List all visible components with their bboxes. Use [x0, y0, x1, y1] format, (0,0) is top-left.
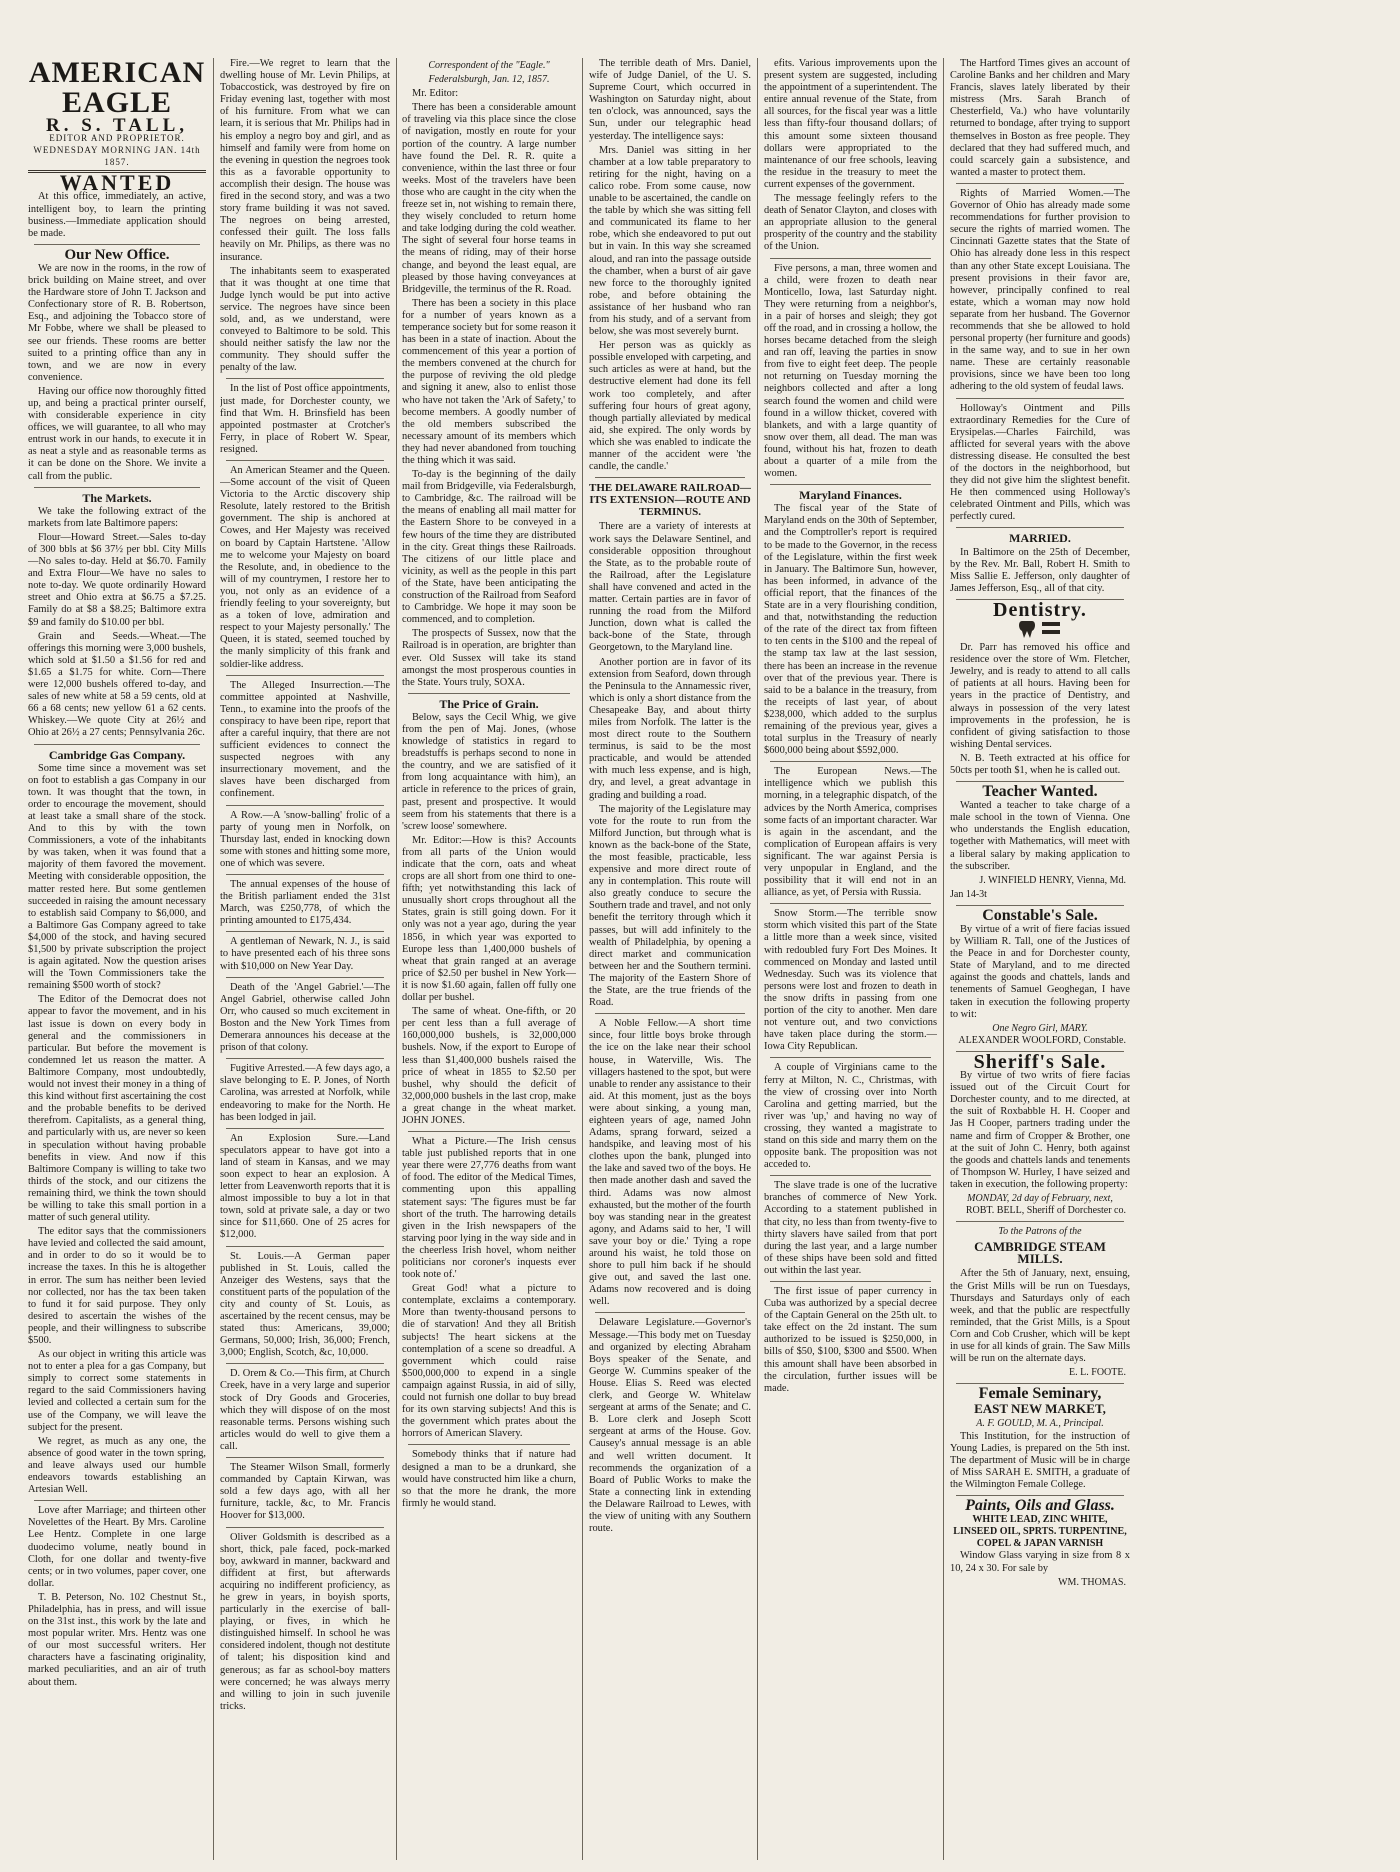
column-4: [589, 58, 751, 1858]
article-paragraph: Death of the 'Angel Gabriel.'—The Angel Gabriel, otherwise called John Orr, who caused so much excitement in Boston and the New York Times from Demerara announces his decease at the prison of that colony.: [220, 981, 390, 1054]
article-paragraph: This Institution, for the instruction of Young Ladies, is prepared on the 5th inst. The department of Music will be in charge of Miss SARAH E. SMITH, a graduate of the Wilmington Female College.: [950, 1430, 1130, 1490]
seminary-principal: A. F. GOULD, M. A., Principal.: [976, 1418, 1104, 1430]
article-paragraph: Great God! what a picture to contemplate, exclaims a contemporary. More than twenty-thousand persons to die of starvation! And they all British subjects! The heart sickens at the contemplation of a scene so dreadful. A government which could raise $500,000,000 to expend in a single campaign against Russia, in aid of silly, could not furnish one dollar to buy bread for its own starving subjects! And this is the government which prates about the horrors of American Slavery.: [402, 1283, 576, 1440]
article-paragraph: We regret, as much as any one, the absence of good water in the town spring, and leave always used our humble endeavors towards establishing an Artesian Well.: [28, 1435, 206, 1496]
divider: [226, 1363, 384, 1364]
married-heading: MARRIED.: [1009, 531, 1071, 546]
article-paragraph: The Alleged Insurrection.—The committee appointed at Nashville, Tenn., to examine into the proofs of the conspiracy to have been ripe, report that after a careful inquiry, that there are not sufficient evidences to connect the suspected negroes with any insurrectionary movement, and the slaves have been discharged from confinement.: [220, 679, 390, 800]
column-rule: [582, 58, 583, 1860]
wanted-notice: At this office, immediately, an active, intelligent boy, to learn the printing business.—Immediate application should be made.: [28, 191, 206, 239]
divider: [226, 1128, 384, 1129]
article-paragraph: The fiscal year of the State of Maryland ends on the 30th of September, and the Comptroller's report is required to be made to the Governor, in the recess of the Legislature, within the first week in January. The Baltimore Sun, however, has been informed, in advance of the official report, that the finances of the State are in a very flourishing condition, and that, notwithstanding the reduction of the rate of the direct tax from fifteen to ten cents in the $100 and the repeal of the stamp tax law at the last session, there has been an increase in the revenue over that of the previous year. There is said to be a balance in the treasury, from the receipts of last year, of about $238,000, which added to the surplus remaining of the previous year, gives a total surplus in the Treasury of nearly $600,000 being about $592,000.: [764, 503, 937, 757]
article-paragraph: Some time since a movement was set on foot to establish a gas Company in our town. It was thought that the town, in order to encourage the movement, should at least take a small share of the stock. And to this by with the town Commissioners, a vote of the inhabitants by was taken, when it was found that a majority of them favored the movement. Meeting with considerable opposition, the matter rested here. But some gentlemen succeeded in raising the amount necessary to establish said Company to $6,000, and a Baltimore Gas Company agreed to take $4,000 of the stock, and having secured $1,500 by private subscription the project is again agitated. Now the question arises will the Town Commissioners take the remaining $500 worth of stock?: [28, 762, 206, 992]
teacher-heading: Teacher Wanted.: [982, 783, 1098, 801]
divider: [408, 693, 570, 694]
column-1: [28, 58, 206, 1858]
article-paragraph: After the 5th of January, next, ensuing, the Grist Mills will be run on Tuesdays, Thursdays and Saturdays only of each week, and that the public are respectfully reminded, that the Grist Mills, is a Spout Corn and Cob Crusher, which will be kept in use for all kinds of grain. The Saw Mills will be run on the alternate days.: [950, 1268, 1130, 1365]
article-paragraph: There has been a considerable amount of traveling via this place since the close of navigation, mostly en route for your portion of the country. A large number have found the Del. R. R. quite a convenience, within the last three or four weeks. Most of the travelers have been those who are caught in the city when the freeze set in, not wishing to remain there, they wisely concluded to return home and take lodging during the cold weather. The sight of several four horse teams in the means of riding, may of their horse change, and beyond the least equal, are pleased by those having conveyances at Bridgeville, the terminus of the R. Road.: [402, 102, 576, 295]
article-paragraph: As our object in writing this article was not to enter a plea for a gas Company, but simply to correct some statements in regard to the said Commissioners having levied and collected a certain sum for the use of the Company, we will leave the subject for the present.: [28, 1349, 206, 1433]
article-paragraph: Another portion are in favor of its extension from Seaford, down through the Peninsula to the Annamessic river, which is only a short distance from the Chesapeake Bay, and about thirty miles from Norfolk. The latter is the most direct route to the Southern terminus, is said to be the most practicable, and would be attended with much less expense, and is high, dry, and level, a great advantage in grading and building a road.: [589, 656, 751, 801]
dental-tools-icon: [1016, 618, 1064, 640]
article-paragraph: The European News.—The intelligence which we publish this morning, in a telegraphic dispatch, of the advices by the North America, comprises some facts of an important character. War is again in the ascendant, and the complication of European affairs is very significant. The war against Persia is very unpopular in England, and the possibility that it will end not in an alliance, as yet, of Persia with Russia.: [764, 766, 937, 899]
article-paragraph: Window Glass varying in size from 8 x 10, 24 x 30. For sale by: [950, 1550, 1130, 1574]
paints-heading: Paints, Oils and Glass.: [965, 1497, 1115, 1515]
article-paragraph: Grain and Seeds.—Wheat.—The offerings this morning were 3,000 bushels, which sold at $1.50 a $1.56 for red and $1.65 a $1.75 for white. Corn—There were 12,000 bushels offered to-day, and sales of new white at 58 a 59 cents, old at 66 a 68 cents; new yellow 61 a 62 cents. Whiskey.—We quote City at 26½ and Ohio at 26½ a 27 cents; Pennsylvania 26c.: [28, 630, 206, 739]
column-2: [220, 58, 390, 1858]
article-paragraph: Rights of Married Women.—The Governor of Ohio has already made some recommendations for further provision to secure the rights of married women. The Cincinnati Gazette states that the State of Ohio has already done less in this respect than any other State except Louisiana. The present provisions in their favor are, however, principally confined to real estate, which a woman may now hold separate from her husband. The Governor recommends that she be allowed to hold personal property (her furniture and goods) in the same way, and to sue in her own name. These are certainly reasonable provisions, since we have been too long adhering to the old system of feudal laws.: [950, 187, 1130, 393]
column-rule: [943, 58, 944, 1860]
divider: [595, 1312, 745, 1313]
masthead-proprietor: R. S. TALL,: [45, 115, 189, 136]
article-paragraph: The slave trade is one of the lucrative branches of commerce of New York. According to a statement published in that city, no less than from twenty-five to thirty slavers have sailed from that port during the last year, and a large number of these ships have been sold and fitted out within the last year.: [764, 1180, 937, 1276]
divider: [226, 460, 384, 461]
markets-heading: The Markets.: [82, 490, 152, 505]
column-rule: [757, 58, 758, 1860]
article-paragraph: To-day is the beginning of the daily mail from Bridgeville, via Federalsburgh, to Cambridge, &c. The railroad will be the means of enabling all mail matter for the Eastern Shore to be conveyed in a few hours of the time they are distributed in the city. Great things these Railroads. The citizens of our little place and vicinity, as well as the people in this part of the State, have been anticipating the construction of the Railroad from Seaford to Cambridge. We hope it may soon be commenced, and to completion.: [402, 469, 576, 626]
teacher-date: Jan 14-3t: [950, 888, 987, 900]
article-paragraph: A gentleman of Newark, N. J., is said to have presented each of his three sons with $10,000 on New Year Day.: [220, 936, 390, 972]
gas-heading: Cambridge Gas Company.: [48, 747, 186, 762]
correspondent-dateline: Federalsburgh, Jan. 12, 1857.: [428, 74, 550, 86]
article-paragraph: By virtue of two writs of fiere facias issued out of the Circuit Court for Dorchester county, and to me directed, at the suit of Roxbabble H. H. Cooper and Jas H Cooper, partners trading under the name and firm of Cropper & Brother, one at the suit of John C. Henry, both against the goods and chattels lands and tenements of Thompson W. Hurley, I have seized and taken in execution, the following property:: [950, 1070, 1130, 1190]
article-paragraph: Holloway's Ointment and Pills extraordinary Remedies for the Cure of Erysipelas.—Charles Fairchild, was afflicted for several years with the above distressing disease. He consulted the best of the doctors in the neighborhood, but they did not give him the slightest benefit. He then commenced using Holloway's celebrated Ointment and Pills, which was perfectly cured.: [950, 402, 1130, 523]
article-paragraph: Below, says the Cecil Whig, we give from the pen of Maj. Jones, (whose knowledge of statistics in regard to breadstuffs is perhaps second to none in the country, and we are satisfied of it from long acquaintance with him), an article in reference to the prices of grain, past, present and prospective. It would seem from his statements that there is a 'screw loose' somewhere.: [402, 711, 576, 832]
mills-heading: CAMBRIDGE STEAM MILLS.: [974, 1239, 1106, 1267]
article-paragraph: The message feelingly refers to the death of Senator Clayton, and closes with an appropriate allusion to the general prosperity of the country and the stability of the Union.: [764, 193, 937, 253]
correspondent-heading: Correspondent of the "Eagle.": [428, 60, 550, 71]
constable-signature: ALEXANDER WOOLFORD, Constable.: [958, 1034, 1126, 1046]
grain-heading: The Price of Grain.: [439, 696, 539, 711]
divider: [226, 874, 384, 875]
divider: [34, 1500, 200, 1501]
divider: [408, 1444, 570, 1445]
article-paragraph: The terrible death of Mrs. Daniel, wife of Judge Daniel, of the U. S. Supreme Court, which occurred in Washington on Saturday night, about ten o'clock, was announced, says the Sun, under our telegraphic head yesterday. The intelligence says:: [589, 58, 751, 142]
divider: [956, 183, 1124, 184]
divider: [956, 1495, 1124, 1496]
article-paragraph: The majority of the Legislature may vote for the route to run from the Milford Junction, but through what is known as the back-bone of the State, the most feasible, practicable, less expensive and more direct route of any in contemplation. This route will also greatly conduce to secure the Southern trade and travel, and not only benefit the territory through which it passes, but will add infinitely to the wealth of Philadelphia, by opening a direct market and communication between her and the Southern termini. The majority of the Eastern Shore of the State, are the true friends of the Road.: [589, 803, 751, 1009]
divider: [770, 903, 931, 904]
article-paragraph: An Explosion Sure.—Land speculators appear to have got into a land of steam in Kansas, and we may soon expect to hear an explosion. A letter from Leavenworth reports that it is almost impossible to buy a lot in that town, sold at private sale, a day or two since for $11,660. One of 25 acres for $12,000.: [220, 1132, 390, 1241]
teacher-signature: J. WINFIELD HENRY, Vienna, Md.: [979, 874, 1126, 886]
article-paragraph: Wanted a teacher to take charge of a male school in the town of Vienna. One who understands the English education, together with Mathematics, will meet with a liberal salary by making application to the subscriber.: [950, 800, 1130, 872]
article-paragraph: Love after Marriage; and thirteen other Novelettes of the Heart. By Mrs. Caroline Lee Hentz. Complete in one large duodecimo volume, neatly bound in Cloth, for one dollar and twenty-five cents; or in two volumes, paper cover, one dollar.: [28, 1505, 206, 1589]
divider: [595, 477, 745, 478]
article-paragraph: We are now in the rooms, in the row of brick building on Maine street, and over the Hardware store of John T. Jackson and Confectionary store of R. B. Robertson, Esq., and adjoining the Tobacco store of Mr Fobbe, where we shall be pleased to see our friends. These rooms are better suited to a printing office than any in town, and we are now in every convenience.: [28, 262, 206, 383]
sheriff-date: MONDAY, 2d day of February, next,: [967, 1192, 1113, 1204]
article-paragraph: Somebody thinks that if nature had designed a man to be a drunkard, she would have constructed him like a churn, so that the more he drank, the more firmly he would stand.: [402, 1449, 576, 1509]
divider: [34, 744, 200, 745]
divider: [770, 258, 931, 259]
finances-heading: Maryland Finances.: [799, 488, 902, 503]
constable-heading: Constable's Sale.: [982, 906, 1098, 924]
divider: [226, 378, 384, 379]
article-paragraph: The Hartford Times gives an account of Caroline Banks and her children and Mary Francis, slaves lately liberated by their mistress (Mrs. Sarah Branch of Chesterfield, Va.) who have voluntarily returned to bondage, after trying to support themselves in Boston as free people. They declared that they had suffered much, and could scarcely gain a subsistence, and wanted a master to protect them.: [950, 58, 1130, 178]
masthead-dateline: WEDNESDAY MORNING JAN. 14th 1857.: [33, 145, 201, 168]
divider: [770, 1281, 931, 1282]
column-5: [764, 58, 937, 1858]
divider: [956, 1383, 1124, 1384]
correspondent-salutation: Mr. Editor:: [412, 88, 459, 100]
article-paragraph: A couple of Virginians came to the ferry at Milton, N. C., Christmas, with the view of crossing over into North Carolina and getting married, but the river was 'up,' and having no way of crossing, they wanted a magistrate to stand on this side and marry them on the opposite bank. The proposition was not acceded to.: [764, 1062, 937, 1171]
article-paragraph: The annual expenses of the house of the British parliament ended the 31st March, was £250,778, of which the printing amounted to £175,434.: [220, 879, 390, 927]
article-paragraph: Dr. Parr has removed his office and residence over the store of Wm. Fletcher, Jewelry, and is ready to attend to all calls of patients at all hours. Having been for years in the practice of Dentistry, and always in possession of the very latest improvements in the profession, he is confident of giving satisfaction to those wishing Dental services.: [950, 642, 1130, 750]
article-paragraph: The Steamer Wilson Small, formerly commanded by Captain Kirwan, was sold a few days ago, with all her furniture, tackle, &c, to Mr. Francis Hoover for $13,000.: [220, 1462, 390, 1522]
article-paragraph: A Row.—A 'snow-balling' frolic of a party of young men in Norfolk, on Thursday last, ended in knocking down some with stones and hitting some more, one of which was severe.: [220, 809, 390, 869]
article-paragraph: Fire.—We regret to learn that the dwelling house of Mr. Levin Philips, at Tobaccostick, was destroyed by fire on Friday evening last, together with most of his furniture. From what we can learn, it is serious that Mr. Philips had in his employ a negro boy and girl, and as himself and family were from home on the evening in question the negroes took this as a favorable opportunity to accomplish their design. The house was fired in the second story, and was a two story frame building it was not saved. The negroes on being arrested, confessed their guilt. The loss falls heavily on Mr. Philips, as there was no insurance.: [220, 58, 390, 263]
divider: [226, 931, 384, 932]
article-paragraph: There has been a society in this place for a number of years known as a temperance society but for some reason it has been in a state of inaction. About the commencement of this year a portion of the members convened at the church for the purpose of reviving the old pledge and signing it anew, also to enlist those who have not taken the 'Ark of Safety,' to become members. A goodly number of the old members subscribed the necessary amount of its members which they had never abandoned from touching the thing which it was said.: [402, 297, 576, 466]
article-paragraph: D. Orem & Co.—This firm, at Church Creek, have in a very large and superior stock of Dry Goods and Groceries, which they will dispose of on the most reasonable terms. Persons wishing such articles would do well to give them a call.: [220, 1368, 390, 1452]
divider: [770, 484, 931, 485]
article-paragraph: Flour—Howard Street.—Sales to-day of 300 bbls at $6 37½ per bbl. City Mills—No sales to-day. Held at $6.70. Family and Extra Flour—We have no sales to note to-day. We quote ordinarily Howard street and Ohio extra at $6.75 a $7.25. Family do at $8 a $8.25; Baltimore extra $9 and family do $10.00 per bbl.: [28, 531, 206, 628]
sheriff-signature: ROBT. BELL, Sheriff of Dorchester co.: [965, 1205, 1126, 1217]
article-paragraph: An American Steamer and the Queen.—Some account of the visit of Queen Victoria to the Arctic discovery ship Resolute, lately restored to the British government. The ship is anchored at Cowes, and Her Majesty was received on board by Captain Hartstene. 'Allow me to welcome your Majesty on board the Resolute, and, in obedience to the will of my countrymen, I restore her to you, not only as an evidence of a friendly feeling to your sovereignty, but as a token of love, admiration and respect to your Majesty personally.' The Queen, it is stated, seemed touched by the manly simplicity of this frank and soldier-like address.: [220, 465, 390, 670]
wanted-heading: WANTED: [59, 170, 175, 196]
divider: [226, 977, 384, 978]
article-paragraph: By virtue of a writ of fiere facias issued by William R. Tall, one of the Justices of the Peace in and for Dorchester county, State of Maryland, and to me directed against the goods and chattels, lands and tenements of Samuel Geoghegan, I have taken in execution the following property to wit:: [950, 924, 1130, 1020]
mills-signature: E. L. FOOTE.: [1069, 1367, 1126, 1379]
article-paragraph: What a Picture.—The Irish census table just published reports that in one year there were 27,776 deaths from want of food. The editor of the Medical Times, commenting upon this appalling statement says: 'The figures must be far short of the truth. The harrowing details given in the Irish newspapers of the starving poor lying in the way side and in the cheerless Irish hovel, whom neither politicians nor coroner's inquests ever took note of.': [402, 1136, 576, 1281]
article-paragraph: The editor says that the commissioners have levied and collected the said amount, and in order to do so it would be to increase the taxes. In this he is altogether in error. The sum has neither been levied nor collected, nor has the tax been taken to fund it for said purpose. They only desired to ascertain the wishes of the people, and their willingness to subscribe $500.: [28, 1226, 206, 1346]
constable-item: One Negro Girl, MARY.: [992, 1022, 1088, 1034]
article-paragraph: The same of wheat. One-fifth, or 20 per cent less than a full average of 160,000,000 bushels, is 32,000,000 bushels. Now, if the export to Europe of less than $1,400,000 bushels raised the price of wheat in 1855 to $2.50 per bushel, why should the deficit of 32,000,000 bushels in the last crop, make a great change in the wheat market. JOHN JONES.: [402, 1006, 576, 1126]
article-paragraph: efits. Various improvements upon the present system are suggested, including the appointment of a superintendent. The entire annual revenue of the State, from all sources, for the fiscal year was a little less than fifty-four thousand dollars; of this amount some sixteen thousand dollars were appropriated to the maintenance of our free schools, leaving the residue in the treasury to meet the current expenses of the government.: [764, 58, 937, 190]
divider: [770, 1057, 931, 1058]
article-paragraph: Having our office now thoroughly fitted up, and being a practical printer ourself, with considerable experience in city offices, we will guarantee, to all who may entrust work in our hands, to execute it in as neat a style and as reasonable terms as it can be done on the Shore. We invite a call from the public.: [28, 385, 206, 482]
article-paragraph: St. Louis.—A German paper published in St. Louis, called the Anzeiger des Westens, says that the constituent parts of the population of the city and county of St. Louis, as ascertained by the recent census, may be stated thus: Americans, 39,000; Germans, 50,000; Irish, 36,000; French, 3,000; English, Scotch, &c, 10,000.: [220, 1250, 390, 1359]
column-6: [950, 58, 1130, 1858]
divider: [956, 1221, 1124, 1222]
sheriff-heading: Sheriff's Sale.: [973, 1050, 1107, 1073]
divider: [226, 805, 384, 806]
article-paragraph: T. B. Peterson, No. 102 Chestnut St., Philadelphia, has in press, and will issue on the 31st inst., this work by the late and most popular writer. Mrs. Hentz was one of our most successful writers. Her characters have a fascinating originality, marked peculiarities, and an air of truth about them.: [28, 1591, 206, 1688]
divider: [408, 1131, 570, 1132]
article-paragraph: The inhabitants seem to exasperated that it was thought at one time that Judge lynch would be put into active service. The negroes have since been sold, and, as we understand, were conveyed to Baltimore to be sold. This should neither satisfy the law nor the community. They should suffer the penalty of the law.: [220, 265, 390, 374]
paints-signature: WM. THOMAS.: [1058, 1576, 1126, 1588]
railroad-heading: THE DELAWARE RAILROAD—ITS EXTENSION—ROUTE AND TERMINUS.: [589, 482, 751, 519]
dentistry-heading: Dentistry.: [993, 598, 1087, 621]
seminary-heading: Female Seminary,: [978, 1385, 1102, 1403]
article-paragraph: In Baltimore on the 25th of December, by the Rev. Mr. Ball, Robert H. Smith to Miss Sallie E. Jefferson, only daughter of James Jefferson, Esq., all of that city.: [950, 546, 1130, 594]
divider: [770, 1175, 931, 1176]
article-paragraph: Oliver Goldsmith is described as a short, thick, pale faced, pock-marked boy, awkward in manner, backward and diffident at first, but afterwards acquiring no indifferent proficiency, as he grew in years, in boyish sports, particularly in the exercise of ball-playing, or fives, in which he distinguished himself. In school he was considered indolent, though not destitute of talent; his disposition kind and generous; as far as school-boy matters were concerned; he was always merry and willing to join in such juvenile tricks.: [220, 1531, 390, 1712]
divider: [34, 244, 200, 245]
divider: [595, 1013, 745, 1014]
divider: [956, 781, 1124, 782]
article-paragraph: We take the following extract of the markets from late Baltimore papers:: [28, 505, 206, 529]
column-rule: [213, 58, 214, 1860]
divider: [226, 1058, 384, 1059]
divider: [226, 1246, 384, 1247]
column-rule: [396, 58, 397, 1860]
article-paragraph: The Editor of the Democrat does not appear to favor the movement, and in his last issue is down on every body in general and the commissioners in particular. But before the movement is condemned let us reason the matter. A Baltimore Company, most undoubtedly, would not invest their money in a thing of this kind without first ascertaining the cost and the probable benefits to be derived therefrom. Capitalists, as a general thing, and particularly with us, are never so keen in speculation without having probable benefits in view. And now if this Baltimore Company is willing to take two thirds of the stock, and our citizens the remaining third, we think the town should be willing to take this small portion in a matter of such general utility.: [28, 994, 206, 1224]
article-paragraph: Fugitive Arrested.—A few days ago, a slave belonging to E. P. Jones, of North Carolina, was arrested at Norfolk, while endeavoring to make for the North. He has been lodged in jail.: [220, 1063, 390, 1123]
seminary-subheading: EAST NEW MARKET,: [974, 1401, 1106, 1417]
article-paragraph: Her person was as quickly as possible enveloped with carpeting, and such articles as were at hand, but the destructive element had done its fell work too completely, and after suffering four hours of great agony, though partially alleviated by medical aid, she expired. The only words by which she was enabled to indicate the manner of the accident were 'the candle, the candle.': [589, 340, 751, 473]
masthead-title: AMERICAN EAGLE: [28, 58, 206, 119]
article-paragraph: In the list of Post office appointments, just made, for Dorchester county, we find that Wm. H. Brinsfield has been appointed postmaster at Crotcher's Ferry, in place of Robert W. Spear, resigned.: [220, 383, 390, 455]
masthead-role: EDITOR AND PROPRIETOR.: [49, 133, 185, 144]
divider: [770, 761, 931, 762]
divider: [226, 675, 384, 676]
article-paragraph: Five persons, a man, three women and a child, were frozen to death near Monticello, Iowa, last Saturday night. They were returning from a neighbor's, in a pair of horses and sleigh; they got off the road, and in crossing a hollow, the horses became detached from the sleigh and ran off, leaving the parties in snow from five to eight feet deep. The people not returning on Tuesday morning the neighbors collected and after a long search found the women and child were found in a willow thicket, covered with blankets, and with a large quantity of snow over them, all dead. The man was found, without his hat, frozen to death about a quarter of a mile from the women.: [764, 262, 937, 480]
article-paragraph: Mr. Editor:—How is this? Accounts from all parts of the Union would indicate that the corn, oats and wheat crops are all short from one third to one-fifth; yet notwithstanding this lack of unusually short crops throughout all the States, grain is still going down. For it only was not a year ago, during the year 1856, in which year was exported to Europe less than 1,400,000 bushels of wheat that grain ranged at an average price of $2.50 per bushel in New York—it is now $1.60 again, fallen off fully one dollar per bushel.: [402, 834, 576, 1004]
article-paragraph: Mrs. Daniel was sitting in her chamber at a low table preparatory to retiring for the night, having on a calico robe. From some cause, now unable to be ascertained, the candle on the table by which she was sitting fell and communicated its flame to her robe, which she endeavored to put out but in vain. In this way she screamed aloud, and ran into the passage outside the chamber, when a burst of air gave new force to the thoroughly ignited robe, and before obtaining the assistance of her husband who ran from his study, and of a servant from below, she was most severely burnt.: [589, 144, 751, 338]
office-heading: Our New Office.: [64, 246, 170, 263]
divider: [226, 1457, 384, 1458]
divider: [956, 527, 1124, 528]
article-paragraph: The prospects of Sussex, now that the Railroad is in operation, are brighter than ever. Old Sussex will take its stand amongst the most prosperous counties in the State. Yours truly, SOXA.: [402, 628, 576, 688]
paints-items: WHITE LEAD, ZINC WHITE, LINSEED OIL, SPRTS. TURPENTINE, COPEL & JAPAN VARNISH: [953, 1514, 1127, 1550]
article-paragraph: Snow Storm.—The terrible snow storm which visited this part of the State a little more than a week since, visited with redoubled fury Fort Des Moines. It commenced on Monday and lasted until Wednesday. Such was its violence that persons were lost and frozen to death in the snow drifts in passing from one portion of the city to another. Men dare not venture out, and two convictions have taken place during the storm.—Iowa City Republican.: [764, 908, 937, 1053]
mills-patrons: To the Patrons of the: [998, 1226, 1082, 1238]
article-paragraph: Delaware Legislature.—Governor's Message.—This body met on Tuesday and organized by electing Abraham Boys speaker of the Senate, and George W. Cummins speaker of the House. Elias S. Reed was elected clerk, and George W. Whitelaw sergeant at arms of the Senate; and C. B. Lore clerk and Joseph Scott sergeant at arms of the House. Gov. Causey's annual message is an able and well written document. It recommends the organization of a Board of Public Works to make the State a connecting link in extending the Delaware Railroad to Lewes, with the view of uniting with any Southern route.: [589, 1317, 751, 1535]
divider: [956, 905, 1124, 906]
article-paragraph: There are a variety of interests at work says the Delaware Sentinel, and considerable opposition throughout the State, as to the probable route of the Railroad, after the Legislature shall have convened and acted in the matter. Certain parties are in favor of running the road from the Milford Junction, down what is called the back-bone of the State, through Georgetown, to the Maryland line.: [589, 521, 751, 654]
article-paragraph: The first issue of paper currency in Cuba was authorized by a special decree of the Captain General on the 25th ult. to take effect on the 2d instant. The sum authorized to be issued is $250,000, in bills of $50, $100, $300 and $500. When this amount shall have been absorbed in the circulation, further issues will be made.: [764, 1286, 937, 1394]
divider: [956, 398, 1124, 399]
column-3: [402, 58, 576, 1858]
article-paragraph: N. B. Teeth extracted at his office for 50cts per tooth $1, when he is called out.: [950, 752, 1130, 776]
divider: [34, 487, 200, 488]
article-paragraph: A Noble Fellow.—A short time since, four little boys broke through the ice on the lake near their school house, in Waterville, Wis. The villagers hastened to the spot, but were unable to render any assistance to their aid. At this moment, just as the boys were about sinking, a young man, eighteen years of age, named John Adams, sprang forward, seized a handspike, and leaving most of his clothes upon the bank, plunged into the lake and saved two of the boys. He then made another dash and saved the third. Adams was now almost exhausted, but the mother of the fourth boy was standing near in the greatest agony, and Adams said to her, 'I will save your boy or die.' Tying a rope around his waist, he told those on shore to pull him back if he should give out, and saved the last one. Adams now recovered and is doing well.: [589, 1018, 751, 1308]
divider: [226, 1527, 384, 1528]
